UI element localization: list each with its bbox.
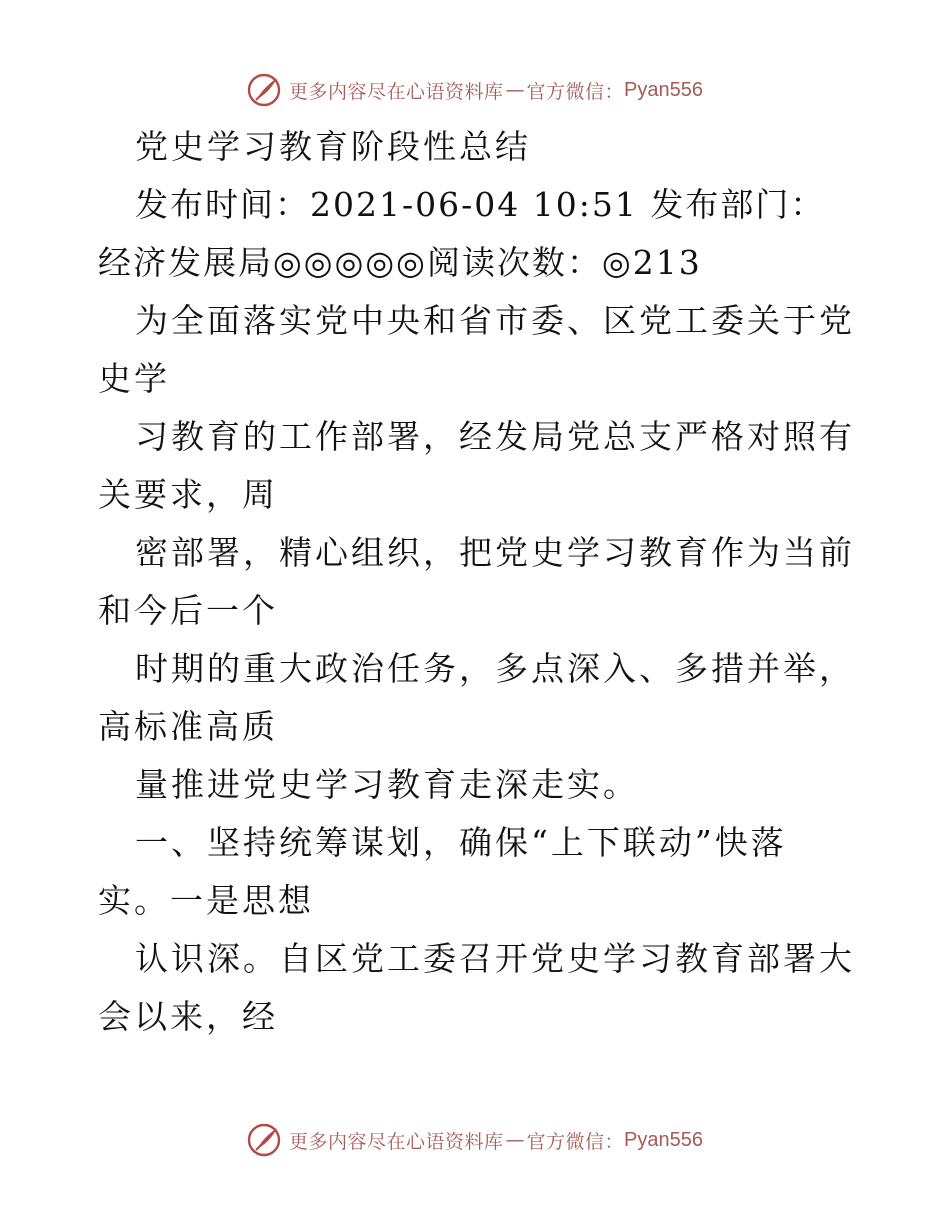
footer-watermark (0, 1122, 950, 1158)
watermark-suffix: 官方微信： (526, 80, 625, 103)
paragraph: 密部署，精心组织，把党史学习教育作为当前和今后一个 (98, 533, 855, 630)
watermark-text: 更多内容尽在心语资料库 (289, 1130, 504, 1153)
document-body (98, 118, 858, 1046)
watermark-wechat-id: Pyan556 (624, 1128, 703, 1151)
paragraph: 时期的重大政治任务，多点深入、多措并举，高标准高质 (98, 649, 855, 746)
quill-logo-icon (247, 1122, 283, 1158)
paragraph: 习教育的工作部署，经发局党总支严格对照有关要求，周 (98, 417, 855, 514)
publish-info: 发布时间：2021-06-04 10:51 发布部门：经济发展局◎◎◎◎◎阅读次数：◎213 (98, 185, 826, 282)
watermark-text: 更多内容尽在心语资料库 (289, 80, 504, 103)
paragraph: 认识深。自区党工委召开党史学习教育部署大会以来，经 (98, 939, 855, 1036)
quill-logo-icon (247, 72, 283, 108)
watermark-suffix: 官方微信： (526, 1130, 625, 1153)
document-title: 党史学习教育阶段性总结 (135, 127, 531, 166)
paragraph: 为全面落实党中央和省市委、区党工委关于党史学 (98, 301, 855, 398)
watermark-separator: — (505, 79, 525, 101)
section-heading: 一、坚持统筹谋划，确保“上下联动”快落实。一是思想 (98, 823, 787, 920)
paragraph: 量推进党史学习教育走深走实。 (135, 765, 639, 804)
watermark-wechat-id: Pyan556 (624, 78, 703, 101)
watermark-separator: — (505, 1129, 525, 1151)
header-watermark (0, 72, 950, 108)
